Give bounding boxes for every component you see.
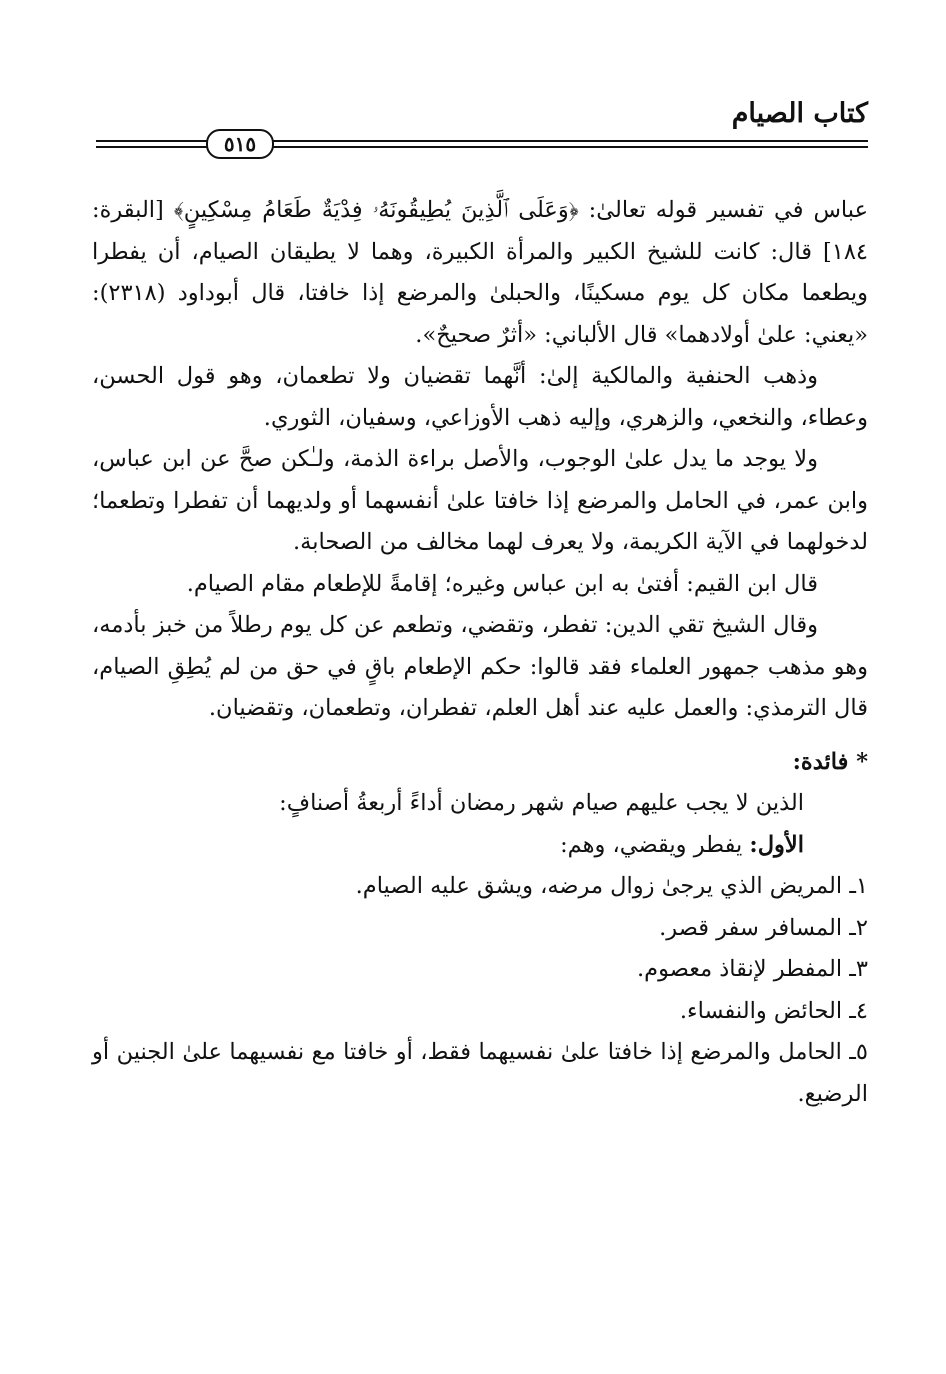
spacer (92, 730, 868, 742)
paragraph-no-obligation: ولا يوجد ما يدل علىٰ الوجوب، والأصل براءة الذمة، ولـٰكن صحَّ عن ابن عباس، وابن عمر، في الحامل والمرضع إذا خافتا علىٰ أنفسهما أو ولديهما أن تفطرا وتطعما؛ لدخولهما في الآية الكريمة، ولا يعرف لهما مخالف من الصحابة. (92, 446, 868, 555)
paragraph-quran-tafsir: عباس في تفسير قوله تعالىٰ: ﴿وَعَلَى ٱلَّذِينَ يُطِيقُونَهُۥ فِدْيَةٌ طَعَامُ مِسْكِينٍ﴾ [البقرة: ١٨٤] قال: كانت للشيخ الكبير والمرأة الكبيرة، وهما لا يطيقان الصيام، أن يفطرا ويطعما مكان كل يوم مسكينًا، والحبلىٰ والمرضع إذا خافتا، قال أبوداود (٢٣١٨): «يعني: علىٰ أولادهما» قال الألباني: «أثرٌ صحيحٌ». (92, 197, 868, 348)
page-number: ٥١٥ (206, 129, 274, 159)
page-body (92, 190, 868, 1115)
first-category-text: يفطر ويقضي، وهم: (560, 831, 743, 858)
paragraph-ibn-qayyim: قال ابن القيم: أفتىٰ به ابن عباس وغيره؛ إقامةً للإطعام مقام الصيام. (186, 570, 818, 597)
paragraph-hanafi-maliki: وذهب الحنفية والمالكية إلىٰ: أنَّهما تقضيان ولا تطعمان، وهو قول الحسن، وعطاء، والنخعي، والزهري، وإليه ذهب الأوزاعي، وسفيان، الثوري. (92, 363, 868, 431)
note-intro: الذين لا يجب عليهم صيام شهر رمضان أداءً أربعةُ أصنافٍ: (279, 790, 804, 816)
list-item: ٣ـ المفطر لإنقاذ معصوم. (637, 956, 868, 982)
note-first-category (92, 825, 868, 867)
running-title: كتاب الصيام (731, 98, 868, 129)
list-item: ٤ـ الحائض والنفساء. (679, 997, 868, 1024)
list-item: ٥ـ الحامل والمرضع إذا خافتا علىٰ نفسيهما فقط، أو خافتا مع نفسيهما علىٰ الجنين أو الرضيع. (92, 1039, 868, 1107)
page-header (96, 98, 868, 158)
paragraph-taqi-al-din: وقال الشيخ تقي الدين: تفطر، وتقضي، وتطعم عن كل يوم رطلاً من خبز بأدمه، وهو مذهب جمهور العلماء فقد قالوا: حكم الإطعام باقٍ في حق من لم يُطِقِ الصيام، قال الترمذي: والعمل عليه عند أهل العلم، تفطران، وتطعمان، وتقضيان. (92, 612, 868, 721)
list-item: ٢ـ المسافر سفر قصر. (659, 914, 868, 941)
first-category-label: الأول: (749, 831, 804, 858)
list-item: ١ـ المريض الذي يرجىٰ زوال مرضه، ويشق عليه الصيام. (355, 873, 868, 899)
note-heading: * فائدة: (792, 748, 868, 775)
